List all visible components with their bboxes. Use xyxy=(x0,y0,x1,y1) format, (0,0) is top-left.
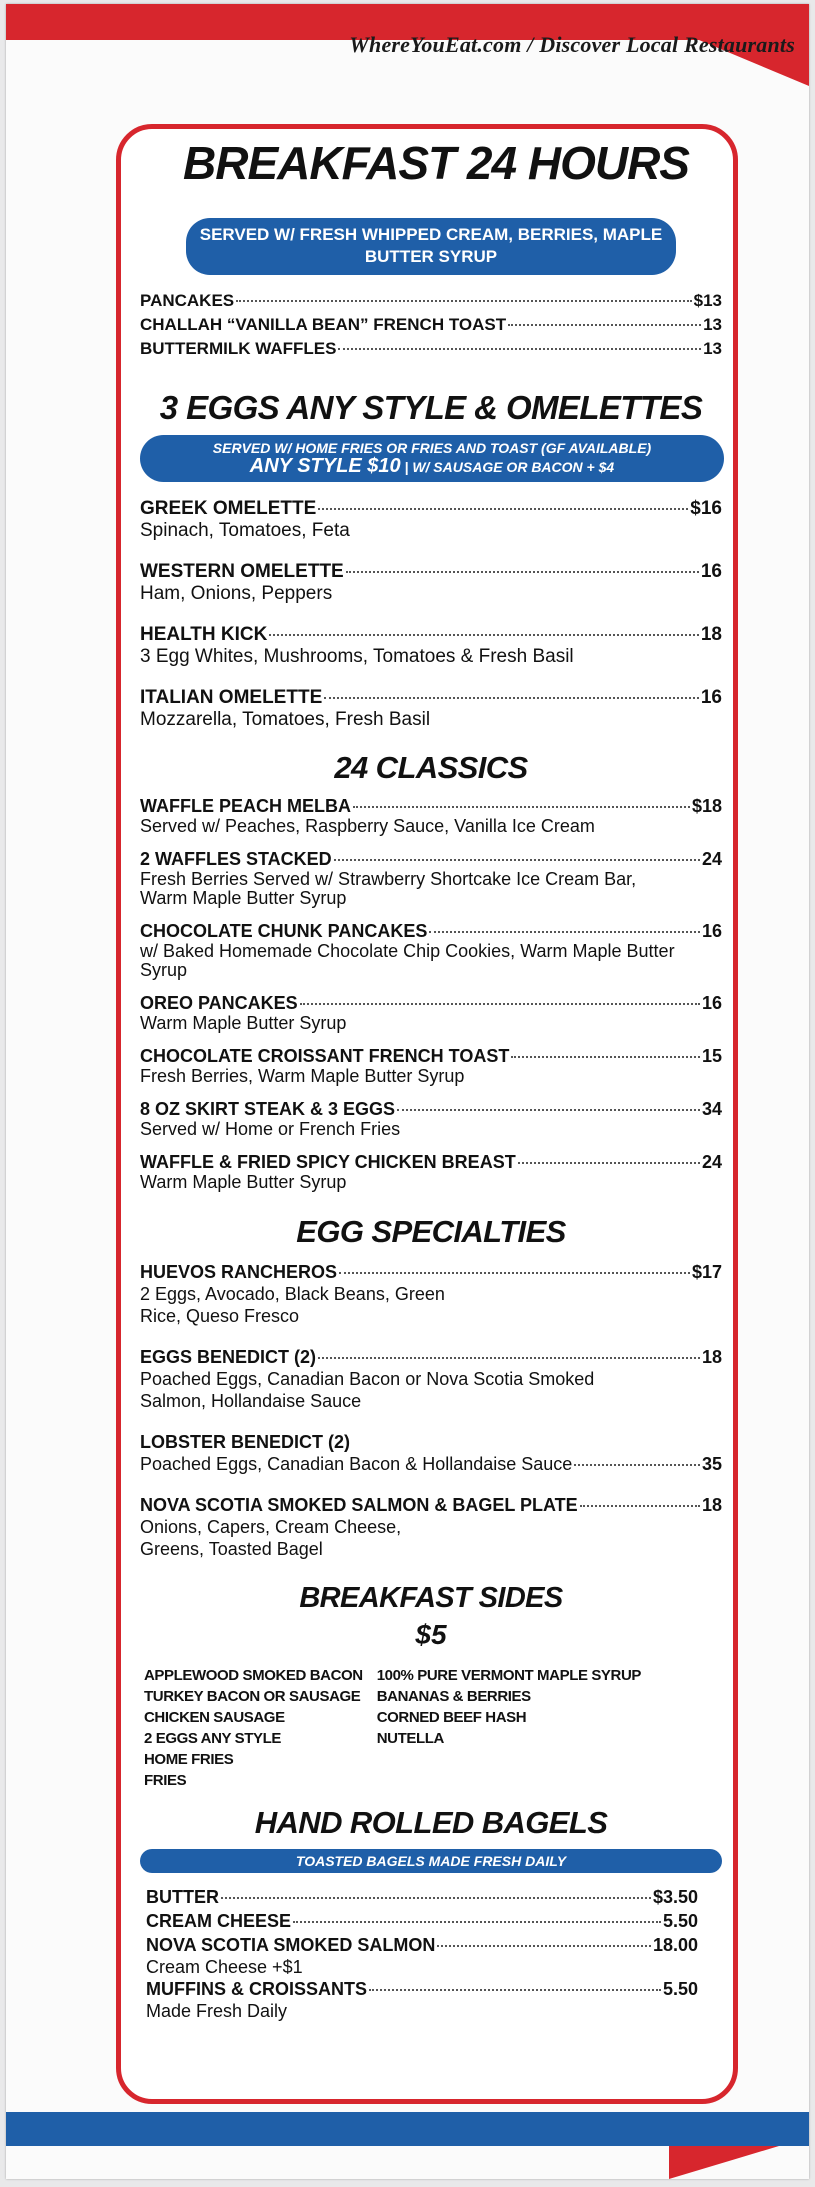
item-name: NOVA SCOTIA SMOKED SALMON xyxy=(146,1935,436,1955)
eggs-note-extra: W/ SAUSAGE OR BACON + $4 xyxy=(412,459,615,475)
item-name: PANCAKES xyxy=(140,291,235,310)
bagel-items xyxy=(140,1885,722,2021)
item-desc: Warm Maple Butter Syrup xyxy=(140,1013,347,1033)
bottom-red-flag xyxy=(669,2146,779,2179)
side-item: 2 EGGS ANY STYLE xyxy=(144,1730,281,1747)
eggs-note-separator: | xyxy=(404,459,409,475)
side-item: CORNED BEEF HASH xyxy=(376,1709,527,1726)
item-name: WESTERN OMELETTE xyxy=(140,561,344,582)
item-desc: Spinach, Tomatoes, Feta xyxy=(140,520,350,541)
item-desc: Poached Eggs, Canadian Bacon & Hollandaise Sauce xyxy=(140,1454,573,1474)
menu-item xyxy=(146,1977,698,2021)
item-price: 34 xyxy=(701,1099,722,1119)
item-price: 16 xyxy=(701,921,722,941)
item-name: 8 OZ SKIRT STEAK & 3 EGGS xyxy=(140,1099,396,1119)
item-price: 5.50 xyxy=(662,1979,698,1999)
item-name: NOVA SCOTIA SMOKED SALMON & BAGEL PLATE xyxy=(140,1495,578,1515)
specialties-items xyxy=(140,1262,722,1560)
item-name: ITALIAN OMELETTE xyxy=(140,687,323,708)
menu-page xyxy=(6,4,809,2179)
item-name: BUTTERMILK WAFFLES xyxy=(140,339,337,358)
item-desc: Served w/ Home or French Fries xyxy=(140,1119,401,1139)
item-desc: Poached Eggs, Canadian Bacon or Nova Scotia Smoked Salmon, Hollandaise Sauce xyxy=(140,1369,595,1411)
side-item: 100% PURE VERMONT MAPLE SYRUP xyxy=(376,1667,642,1684)
eggs-title: 3 EGGS ANY STYLE & OMELETTES xyxy=(159,389,703,426)
item-price: 24 xyxy=(701,849,722,869)
site-watermark: WhereYouEat.com / Discover Local Restaurants xyxy=(349,32,795,57)
item-desc: 3 Egg Whites, Mushrooms, Tomatoes & Fresh Basil xyxy=(140,646,574,667)
item-price: 18 xyxy=(701,1347,722,1367)
sides-price: $5 xyxy=(415,1619,447,1650)
item-price: $16 xyxy=(690,498,722,519)
item-name: MUFFINS & CROISSANTS xyxy=(146,1979,368,1999)
menu-item xyxy=(140,1262,722,1327)
specialties-title: EGG SPECIALTIES xyxy=(296,1214,566,1249)
item-name: EGGS BENEDICT (2) xyxy=(140,1347,317,1367)
item-name: CREAM CHEESE xyxy=(146,1911,292,1931)
item-name: HEALTH KICK xyxy=(140,624,268,645)
side-item: NUTELLA xyxy=(376,1730,444,1747)
item-name: WAFFLE & FRIED SPICY CHICKEN BREAST xyxy=(140,1152,516,1172)
item-price: 5.50 xyxy=(662,1911,698,1931)
item-name: CHOCOLATE CROISSANT FRENCH TOAST xyxy=(140,1046,510,1066)
menu-item xyxy=(140,498,722,541)
omelette-items xyxy=(140,498,722,730)
menu-item xyxy=(146,1909,698,1933)
item-price: 16 xyxy=(700,561,722,582)
item-price: 18 xyxy=(701,1495,722,1515)
item-desc: Ham, Onions, Peppers xyxy=(140,583,333,604)
item-desc: Cream Cheese +$1 xyxy=(146,1957,303,1977)
menu-item xyxy=(140,993,722,1033)
bagels-note: TOASTED BAGELS MADE FRESH DAILY xyxy=(140,1849,722,1873)
breakfast-title: BREAKFAST 24 HOURS xyxy=(183,137,689,189)
sides-right-column xyxy=(377,1665,641,1791)
item-desc: 2 Eggs, Avocado, Black Beans, Green Rice, Queso Fresco xyxy=(140,1284,445,1326)
item-desc: Mozzarella, Tomatoes, Fresh Basil xyxy=(140,709,431,730)
menu-item xyxy=(140,1495,722,1560)
side-item: APPLEWOOD SMOKED BACON xyxy=(144,1667,363,1684)
menu-item xyxy=(140,1347,722,1412)
sides-left-column xyxy=(144,1665,363,1791)
side-item: TURKEY BACON OR SAUSAGE xyxy=(144,1688,361,1705)
item-desc: Fresh Berries Served w/ Strawberry Shortcake Ice Cream Bar, Warm Maple Butter Syrup xyxy=(140,869,637,908)
menu-item xyxy=(146,1885,698,1909)
menu-item xyxy=(140,921,722,980)
item-name: LOBSTER BENEDICT (2) xyxy=(140,1432,351,1452)
item-desc: Warm Maple Butter Syrup xyxy=(140,1172,347,1192)
menu-item xyxy=(140,1432,722,1475)
item-name: HUEVOS RANCHEROS xyxy=(140,1262,338,1282)
item-price: 13 xyxy=(703,339,722,358)
menu-item xyxy=(140,796,722,836)
menu-item xyxy=(140,313,722,337)
classics-title: 24 CLASSICS xyxy=(334,750,528,785)
item-desc: Onions, Capers, Cream Cheese, Greens, Toasted Bagel xyxy=(140,1517,402,1559)
bagels-title: HAND ROLLED BAGELS xyxy=(254,1805,608,1840)
menu-item xyxy=(140,624,722,667)
item-name: BUTTER xyxy=(146,1887,219,1907)
breakfast-items xyxy=(140,289,722,361)
item-desc: Served w/ Peaches, Raspberry Sauce, Vanilla Ice Cream xyxy=(140,816,595,836)
item-price: 18.00 xyxy=(652,1935,698,1955)
item-price: 16 xyxy=(701,993,722,1013)
item-name: CHOCOLATE CHUNK PANCAKES xyxy=(140,921,428,941)
bottom-blue-bar xyxy=(6,2112,809,2146)
eggs-note xyxy=(140,435,724,482)
item-name: OREO PANCAKES xyxy=(140,993,298,1013)
item-price: 24 xyxy=(701,1152,722,1172)
item-name: WAFFLE PEACH MELBA xyxy=(140,796,351,816)
classics-items xyxy=(140,796,722,1192)
menu-item xyxy=(140,1099,722,1139)
menu-item xyxy=(140,687,722,730)
menu-item xyxy=(140,337,722,361)
item-price: 15 xyxy=(701,1046,722,1066)
item-price: 18 xyxy=(700,624,722,645)
item-name: GREEK OMELETTE xyxy=(140,498,317,519)
menu-item xyxy=(140,1046,722,1086)
menu-item xyxy=(140,849,722,908)
side-item: HOME FRIES xyxy=(144,1751,234,1768)
menu-item xyxy=(146,1933,698,1977)
item-price: $13 xyxy=(693,291,722,310)
item-price: $17 xyxy=(691,1262,722,1282)
side-item: BANANAS & BERRIES xyxy=(376,1688,531,1705)
item-price: $18 xyxy=(691,796,722,816)
menu-content xyxy=(140,136,722,2021)
side-item: CHICKEN SAUSAGE xyxy=(144,1709,285,1726)
sides-list xyxy=(140,1665,722,1791)
menu-item xyxy=(140,289,722,313)
item-name: 2 WAFFLES STACKED xyxy=(140,849,332,869)
side-item: FRIES xyxy=(144,1772,187,1789)
menu-item xyxy=(140,1152,722,1192)
sides-title: BREAKFAST SIDES xyxy=(299,1582,563,1614)
item-price: 13 xyxy=(703,315,722,334)
item-desc: Made Fresh Daily xyxy=(146,2001,288,2021)
item-desc: w/ Baked Homemade Chocolate Chip Cookies, Warm Maple Butter Syrup xyxy=(140,941,675,980)
menu-item xyxy=(140,561,722,604)
eggs-note-any-style: ANY STYLE $10 xyxy=(249,455,401,477)
eggs-note-line1: SERVED W/ HOME FRIES OR FRIES AND TOAST (GF AVAILABLE) xyxy=(212,440,652,456)
item-name: CHALLAH “VANILLA BEAN” FRENCH TOAST xyxy=(140,315,507,334)
item-price: 35 xyxy=(701,1454,722,1474)
item-price: $3.50 xyxy=(652,1887,698,1907)
item-price: 16 xyxy=(700,687,722,708)
breakfast-note: SERVED W/ FRESH WHIPPED CREAM, BERRIES, MAPLE BUTTER SYRUP xyxy=(186,218,676,275)
item-desc: Fresh Berries, Warm Maple Butter Syrup xyxy=(140,1066,465,1086)
